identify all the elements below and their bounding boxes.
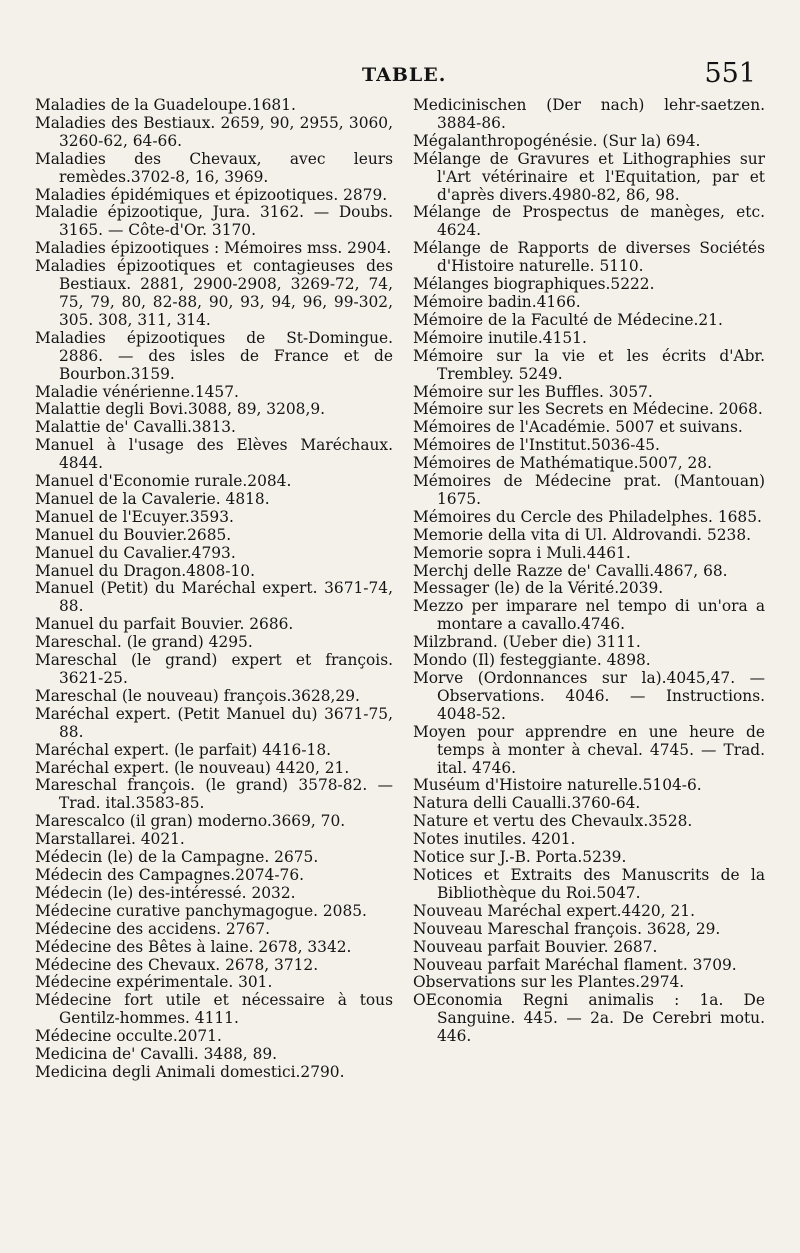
index-entry: Maladies de la Guadeloupe.1681. <box>35 96 296 114</box>
index-entry: Mémoire sur les Secrets en Médecine. 2068. <box>413 400 763 419</box>
index-entry: Médecin (le) de la Campagne. 2675. <box>35 848 319 867</box>
index-entry: Manuel (Petit) du Maréchal expert. 3671-74, 88. <box>35 579 393 616</box>
index-entry: Manuel à l'usage des Elèves Maréchaux. 4844. <box>35 436 393 473</box>
index-entry: Médecin (le) des-intéressé. 2032. <box>35 883 296 902</box>
index-entry: Memorie della vita di Ul. Aldrovandi. 5238. <box>413 525 752 544</box>
index-entry: Nature et vertu des Chevaulx.3528. <box>413 812 693 831</box>
index-entry: Mémoire sur la vie et les écrits d'Abr. Trembley. 5249. <box>413 346 765 383</box>
index-entry: Milzbrand. (Ueber die) 3111. <box>413 633 641 652</box>
index-entry: Malattie degli Bovi.3088, 89, 3208,9. <box>35 400 326 419</box>
index-entry: Maréchal expert. (le nouveau) 4420, 21. <box>35 758 350 777</box>
index-entry: Maladie vénérienne.1457. <box>35 382 239 401</box>
page-header <box>0 58 800 92</box>
index-entry: Maladies épizootiques : Mémoires mss. 2904. <box>35 239 392 258</box>
index-entry: Mégalanthropogénésie. (Sur la) 694. <box>413 131 701 150</box>
index-entry: Maladies des Bestiaux. 2659, 90, 2955, 3060, 3260-62, 64-66. <box>35 113 393 150</box>
index-entry: Muséum d'Histoire naturelle.5104-6. <box>413 776 702 795</box>
index-entry: Merchj delle Razze de' Cavalli.4867, 68. <box>413 561 728 580</box>
index-entry: Notices et Extraits des Manuscrits de la Bibliothèque du Roi.5047. <box>413 865 765 902</box>
index-entry: Notice sur J.-B. Porta.5239. <box>413 848 627 867</box>
index-entry: Mémoire de la Faculté de Médecine.21. <box>413 310 723 329</box>
index-entry: Medicinischen (Der nach) lehr-saetzen. 3884-86. <box>413 96 765 132</box>
index-entry: Malattie de' Cavalli.3813. <box>35 418 236 437</box>
index-entry: Mareschal françois. (le grand) 3578-82. — Trad. ital.3583-85. <box>35 776 393 813</box>
index-entry: Médecin des Campagnes.2074-76. <box>35 865 305 884</box>
index-entry: Messager (le) de la Vérité.2039. <box>413 579 664 598</box>
index-entry: Mondo (Il) festeggiante. 4898. <box>413 651 651 670</box>
index-entry: Médecine des Chevaux. 2678, 3712. <box>35 955 319 974</box>
left-column <box>35 97 393 1082</box>
index-entry: Mélange de Rapports de diverses Sociétés d'Histoire naturelle. 5110. <box>413 239 765 276</box>
index-entry: Médecine fort utile et nécessaire à tous Gentilz-hommes. 4111. <box>35 991 393 1028</box>
index-entry: Mémoires de Mathématique.5007, 28. <box>413 454 712 473</box>
index-entry: Maréchal expert. (le parfait) 4416-18. <box>35 740 332 759</box>
index-entry: Médecine des accidens. 2767. <box>35 919 270 938</box>
index-entry: Maladie épizootique, Jura. 3162. — Doubs. 3165. — Côte-d'Or. 3170. <box>35 203 393 240</box>
index-entry: Mélange de Prospectus de manèges, etc. 4624. <box>413 203 765 240</box>
index-entry: Mémoire sur les Buffles. 3057. <box>413 382 653 401</box>
index-entry: Maréchal expert. (Petit Manuel du) 3671-75, 88. <box>35 704 393 741</box>
index-entry: Marstallarei. 4021. <box>35 830 185 849</box>
index-entry: Mareschal. (le grand) 4295. <box>35 633 253 652</box>
index-entry: Maladies épizootiques de St-Domingue. 2886. — des isles de France et de Bourbon.3159. <box>35 328 393 383</box>
index-entry: Mémoires du Cercle des Philadelphes. 1685. <box>413 507 762 526</box>
index-entry: Maladies des Chevaux, avec leurs remèdes.3702-8, 16, 3969. <box>35 149 393 186</box>
index-entry: Morve (Ordonnances sur la).4045,47. — Observations. 4046. — Instructions. 4048-52. <box>413 669 765 723</box>
index-entry: Mémoires de Médecine prat. (Mantouan) 1675. <box>413 472 765 508</box>
index-entry: Nouveau parfait Maréchal flament. 3709. <box>413 955 737 974</box>
index-entry: Manuel du Dragon.4808-10. <box>35 561 255 580</box>
index-entry: Médecine occulte.2071. <box>35 1027 222 1046</box>
index-entry: Mélanges biographiques.5222. <box>413 275 655 294</box>
index-entry: Manuel du parfait Bouvier. 2686. <box>35 615 294 634</box>
index-entry: Médecine expérimentale. 301. <box>35 973 273 992</box>
index-entry: Mémoire badin.4166. <box>413 292 581 311</box>
index-entry: Manuel de l'Ecuyer.3593. <box>35 507 234 526</box>
index-entry: Mémoire inutile.4151. <box>413 328 587 347</box>
index-entry: Natura delli Caualli.3760-64. <box>413 794 641 813</box>
index-entry: Mélange de Gravures et Lithographies sur l'Art vétérinaire et l'Equitation, par et d'après divers.4980-82, 86, 98. <box>413 149 765 204</box>
index-entry: Nouveau Maréchal expert.4420, 21. <box>413 901 695 920</box>
right-column <box>413 97 765 1046</box>
index-entry: Nouveau Mareschal françois. 3628, 29. <box>413 919 721 938</box>
running-title: TABLE. <box>362 64 447 86</box>
index-entry: Manuel du Cavalier.4793. <box>35 543 236 562</box>
index-entry: OEconomia Regni animalis : 1a. De Sanguine. 445. — 2a. De Cerebri motu. 446. <box>413 991 765 1046</box>
index-entry: Mareschal (le nouveau) françois.3628,29. <box>35 686 360 705</box>
index-entry: Observations sur les Plantes.2974. <box>413 973 685 992</box>
index-entry: Medicina de' Cavalli. 3488, 89. <box>35 1045 278 1064</box>
index-entry: Médecine curative panchymagogue. 2085. <box>35 901 367 920</box>
index-entry: Medicina degli Animali domestici.2790. <box>35 1062 345 1081</box>
index-entry: Médecine des Bêtes à laine. 2678, 3342. <box>35 937 352 956</box>
index-entry: Mezzo per imparare nel tempo di un'ora a montare a cavallo.4746. <box>413 597 765 634</box>
index-entry: Marescalco (il gran) moderno.3669, 70. <box>35 812 346 831</box>
index-entry: Manuel de la Cavalerie. 4818. <box>35 489 270 508</box>
page-number: 551 <box>704 58 756 89</box>
index-entry: Mémoires de l'Académie. 5007 et suivans. <box>413 418 743 437</box>
index-entry: Manuel du Bouvier.2685. <box>35 525 232 544</box>
index-entry: Nouveau parfait Bouvier. 2687. <box>413 937 658 956</box>
index-entry: Mareschal (le grand) expert et françois. 3621-25. <box>35 651 393 687</box>
index-entry: Memorie sopra i Muli.4461. <box>413 543 631 562</box>
index-entry: Maladies épizootiques et contagieuses des Bestiaux. 2881, 2900-2908, 3269-72, 74, 75, 79, 80, 82-88, 90, 93, 94, 96, 99-302, 305. 308, 311, 314. <box>35 257 393 329</box>
index-entry: Manuel d'Economie rurale.2084. <box>35 472 292 491</box>
index-entry: Maladies épidémiques et épizootiques. 2879. <box>35 185 388 204</box>
index-entry: Notes inutiles. 4201. <box>413 830 576 849</box>
index-entry: Moyen pour apprendre en une heure de temps à monter à cheval. 4745. — Trad. ital. 4746. <box>413 722 765 777</box>
index-entry: Mémoires de l'Institut.5036-45. <box>413 436 660 455</box>
